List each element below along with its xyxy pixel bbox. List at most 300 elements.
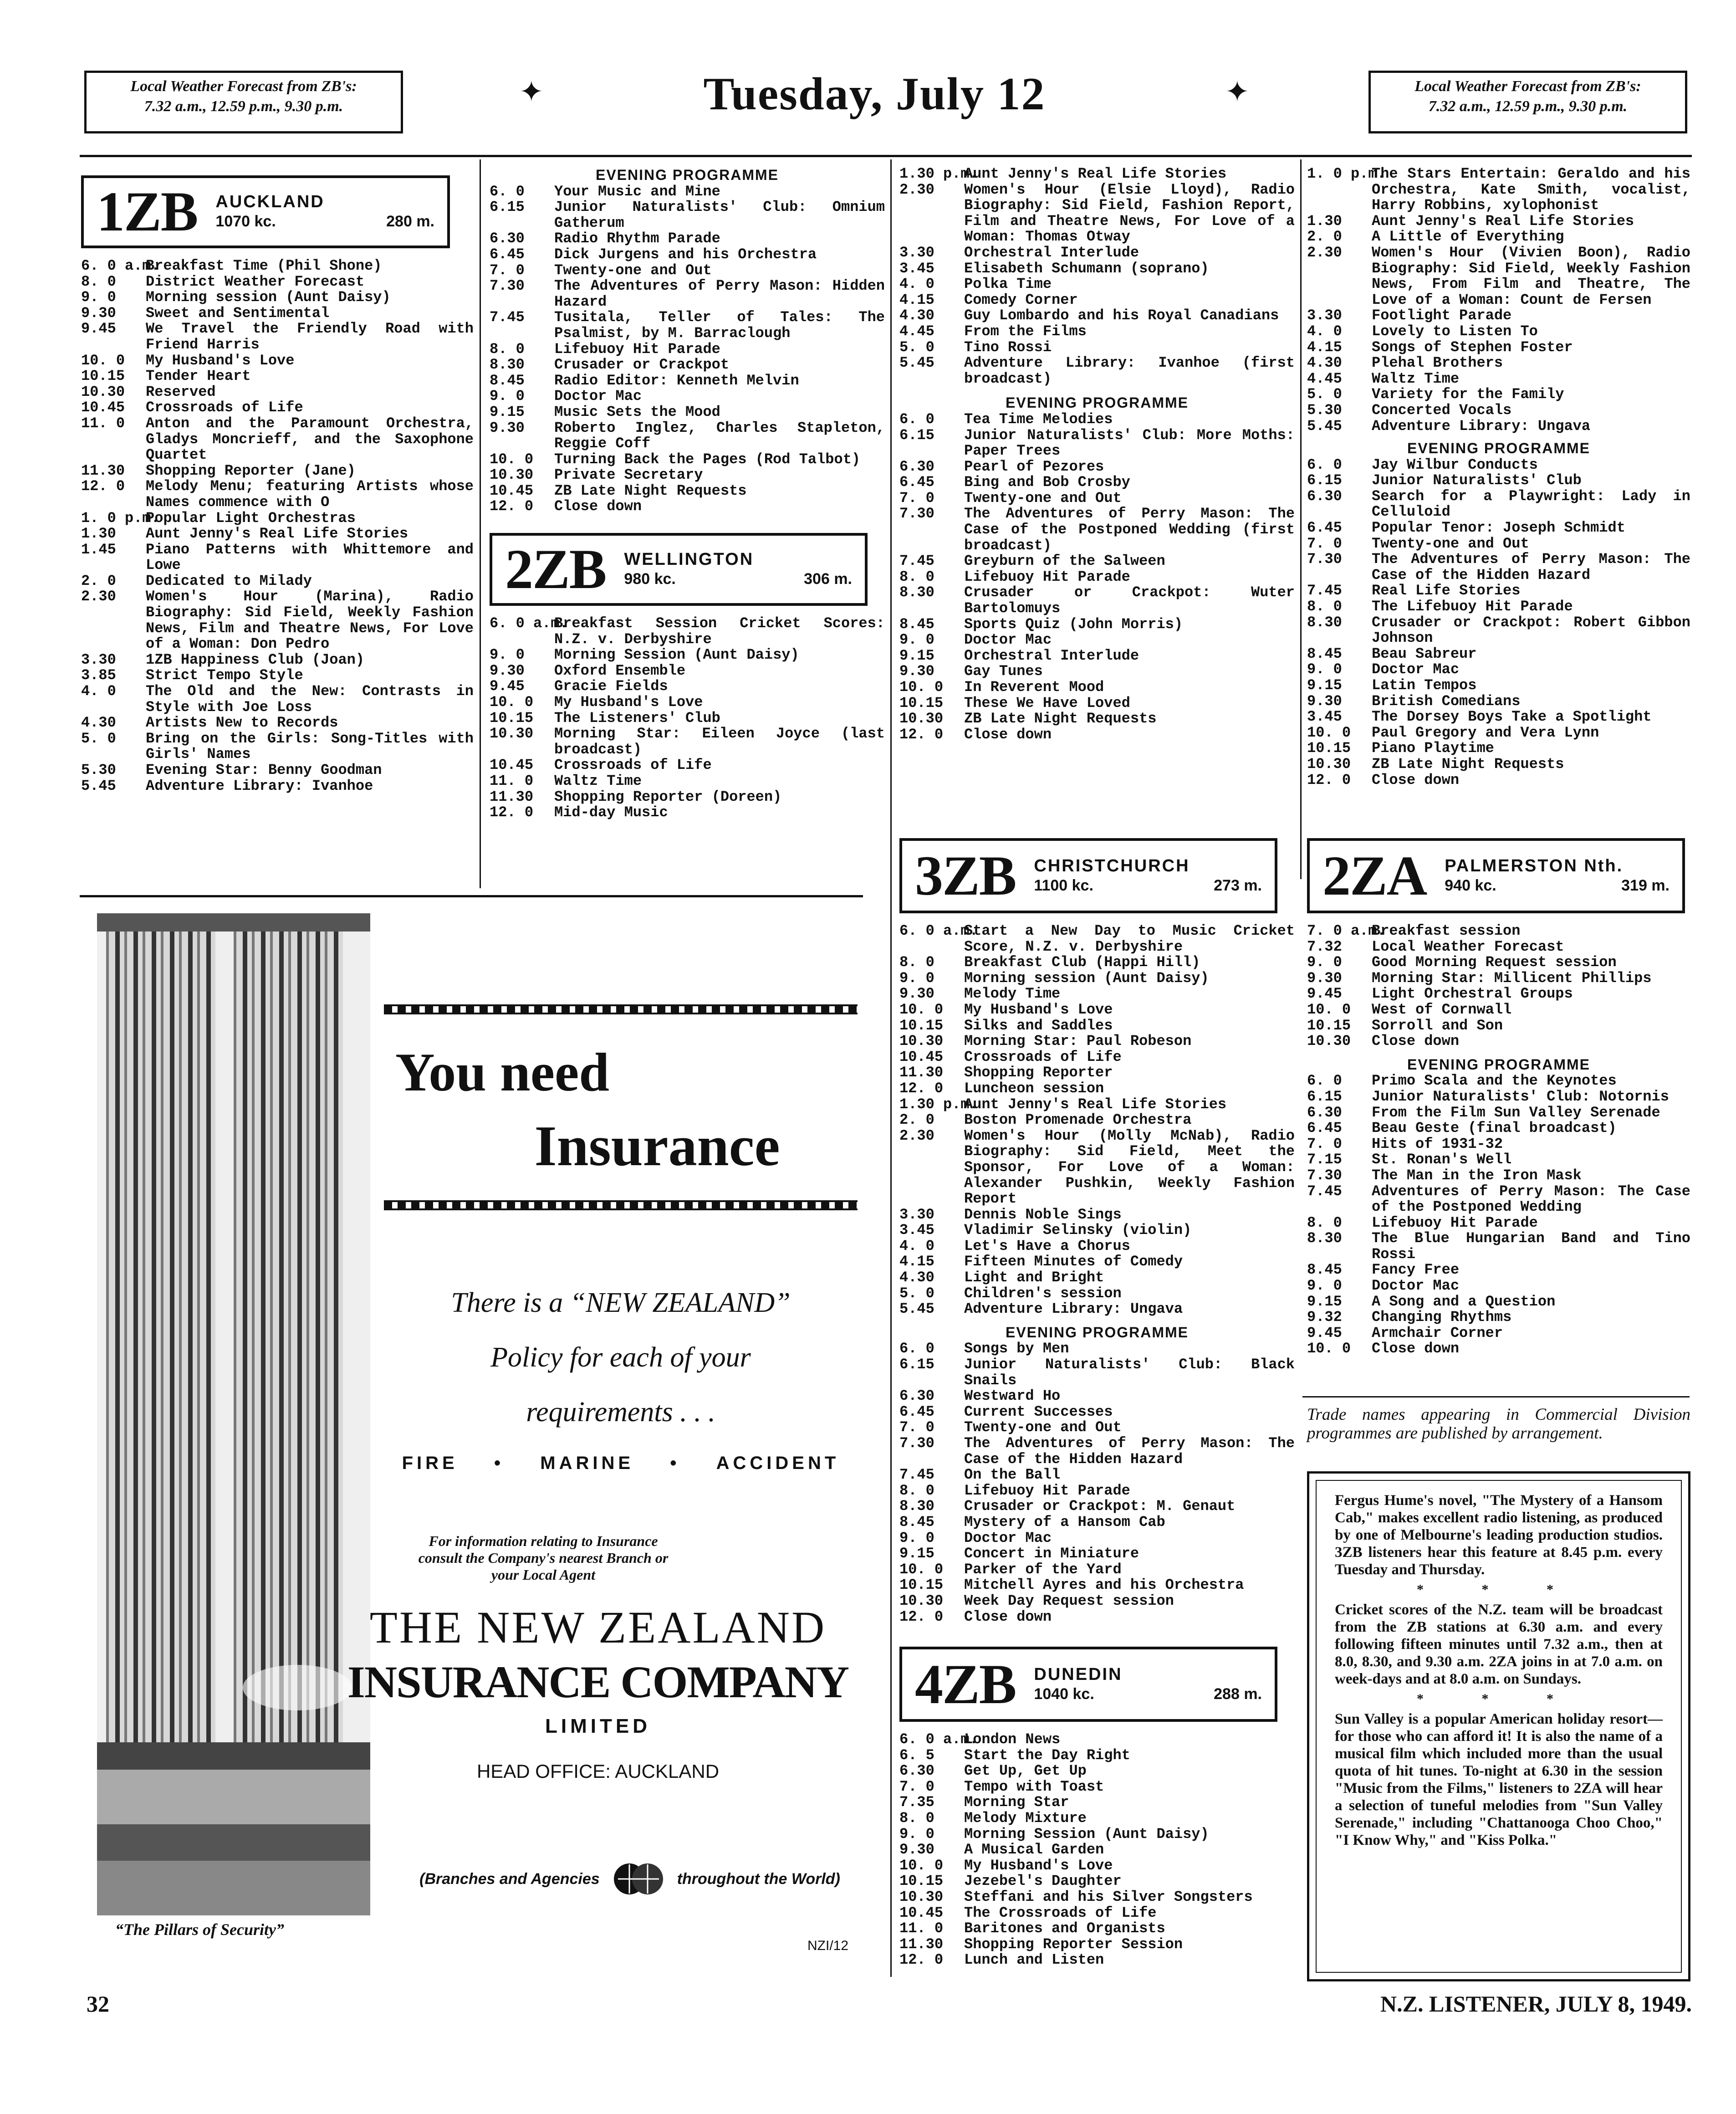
program-time: 5.30 [1307, 401, 1342, 419]
program-title: Primo Scala and the Keynotes [1372, 1072, 1617, 1090]
greek-border-bottom [384, 1200, 858, 1210]
program-row [1307, 1184, 1690, 1215]
program-time: 9.15 [490, 403, 525, 420]
company-name: THE NEW ZEALAND [369, 1602, 827, 1653]
program-row [1307, 709, 1690, 725]
program-row [81, 778, 474, 794]
diamond-star-icon: ✦ [519, 75, 544, 109]
station-kc: 1100 kc. [1034, 876, 1093, 894]
pillars-illustration [97, 913, 370, 1915]
program-title: These We Have Loved [964, 694, 1130, 711]
program-time: 11.30 [899, 1935, 944, 1953]
program-title: Beau Geste (final broadcast) [1372, 1120, 1617, 1137]
program-row [81, 353, 474, 369]
program-time: 6. 0 [1307, 456, 1342, 473]
weather-right-line2: 7.32 a.m., 12.59 p.m., 9.30 p.m. [1428, 98, 1628, 115]
program-time: 1. 0 p.m. [1307, 165, 1386, 182]
program-row [1307, 646, 1690, 662]
program-row [899, 1341, 1295, 1357]
ad-headline: Insurance [534, 1115, 780, 1178]
station-m: 288 m. [1214, 1685, 1262, 1703]
program-title: Lifebuoy Hit Parade [964, 568, 1130, 585]
program-time: 6.45 [490, 246, 525, 263]
program-time: 8.45 [899, 615, 934, 633]
program-title: Doctor Mac [1372, 661, 1460, 678]
station-box-4zb [899, 1647, 1277, 1722]
program-row [899, 428, 1295, 459]
program-row [81, 479, 474, 510]
program-row [899, 648, 1295, 664]
program-time: 12. 0 [490, 804, 534, 821]
program-row [1307, 1231, 1690, 1262]
program-time: 9. 0 [490, 646, 525, 664]
program-time: 6.15 [899, 426, 934, 444]
program-title: Pearl of Pezores [964, 458, 1104, 475]
program-title: Twenty-one and Out [554, 261, 712, 279]
column-3zb [899, 838, 1295, 1625]
program-row [899, 459, 1295, 475]
program-title: Artists New to Records [146, 714, 338, 732]
program-time: 6. 0 a.m. [490, 615, 568, 632]
program-title: Sorroll and Son [1372, 1017, 1503, 1034]
program-time: 6. 0 a.m. [899, 1731, 978, 1748]
program-title: Steffani and his Silver Songsters [964, 1888, 1253, 1905]
program-row [81, 384, 474, 400]
program-row [490, 647, 885, 663]
program-time: 5.45 [81, 777, 116, 794]
program-title: Mystery of a Hansom Cab [964, 1513, 1165, 1530]
program-row [899, 1827, 1295, 1843]
program-title: Turning Back the Pages (Rod Talbot) [554, 450, 861, 468]
program-row [81, 542, 474, 573]
program-time: 6.30 [1307, 487, 1342, 505]
program-title: In Reverent Mood [964, 679, 1104, 696]
program-time: 1.45 [81, 541, 116, 558]
program-time: 8. 0 [1307, 1214, 1342, 1231]
program-time: 9.30 [899, 985, 934, 1003]
program-time: 1.30 p.m. [899, 165, 978, 182]
program-title: The Listeners' Club [554, 709, 720, 727]
station-m: 280 m. [386, 213, 434, 230]
program-time: 6.45 [899, 474, 934, 491]
program-row [81, 369, 474, 384]
program-title: Elisabeth Schumann (soprano) [964, 260, 1209, 277]
program-title: Current Successes [964, 1403, 1113, 1420]
program-row [1307, 1215, 1690, 1231]
program-title: Junior Naturalists' Club: Notornis [1372, 1088, 1669, 1105]
program-list [490, 184, 885, 515]
program-row [1307, 615, 1690, 646]
program-time: 3.30 [899, 1206, 934, 1223]
program-row [899, 569, 1295, 585]
program-title: Aunt Jenny's Real Life Stories [964, 165, 1227, 182]
program-title: Hits of 1931-32 [1372, 1135, 1503, 1152]
program-title: Light and Bright [964, 1269, 1104, 1286]
program-title: Twenty-one and Out [964, 489, 1122, 507]
program-time: 10.45 [899, 1048, 944, 1065]
program-time: 6.30 [899, 458, 934, 475]
program-title: Sweet and Sentimental [146, 304, 330, 322]
program-title: Vladimir Selinsky (violin) [964, 1222, 1192, 1239]
program-row [1307, 419, 1690, 435]
program-time: 9.15 [899, 1545, 934, 1562]
program-title: Greyburn of the Salween [964, 553, 1165, 570]
program-time: 7. 0 [899, 1419, 934, 1436]
program-row [899, 1763, 1295, 1779]
program-row [1307, 599, 1690, 615]
station-box-1zb [81, 175, 450, 248]
program-row [899, 1301, 1295, 1317]
program-time: 4. 0 [81, 683, 116, 700]
station-m: 273 m. [1214, 876, 1262, 894]
program-row [899, 1858, 1295, 1874]
program-row [899, 955, 1295, 971]
program-time: 10.30 [1307, 1033, 1351, 1050]
program-row [490, 483, 885, 499]
program-title: Tender Heart [146, 368, 251, 385]
program-row [81, 511, 474, 527]
program-time: 3.45 [899, 260, 934, 277]
weather-left-line2: 7.32 a.m., 12.59 p.m., 9.30 p.m. [144, 98, 343, 115]
program-title: Adventure Library: Ungava [964, 1300, 1183, 1318]
program-time: 5. 0 [899, 338, 934, 356]
program-title: Women's Hour (Elsie Lloyd), Radio Biography: Sid Field, Fashion Report, Film and Theatre News, For Love of a Woman: Thomas Otway [964, 181, 1295, 246]
program-row [899, 680, 1295, 696]
program-time: 1. 0 p.m. [81, 509, 160, 527]
program-time: 5.30 [81, 762, 116, 778]
program-time: 8.30 [899, 584, 934, 601]
program-time: 10.45 [490, 757, 534, 774]
program-time: 6. 0 [1307, 1072, 1342, 1090]
program-title: Breakfast Session Cricket Scores: N.Z. v. Derbyshire [554, 615, 885, 648]
program-time: 12. 0 [899, 726, 944, 743]
program-row [1307, 340, 1690, 356]
program-time: 6. 0 [490, 183, 525, 200]
program-title: Aunt Jenny's Real Life Stories [964, 1095, 1227, 1113]
program-time: 8.45 [490, 372, 525, 389]
program-row [1307, 552, 1690, 583]
evening-heading: EVENING PROGRAMME [1407, 1056, 1591, 1073]
program-title: A Song and a Question [1372, 1293, 1556, 1310]
station-call: 2ZA [1322, 844, 1427, 907]
program-row [490, 404, 885, 420]
program-row [81, 321, 474, 353]
program-time: 3.45 [899, 1222, 934, 1239]
program-time: 4.30 [899, 307, 934, 324]
program-row [899, 664, 1295, 680]
program-time: 6.15 [899, 1356, 934, 1373]
program-row [81, 668, 474, 684]
program-time: 12. 0 [899, 1951, 944, 1969]
program-row [490, 726, 885, 758]
program-list [899, 166, 1295, 387]
program-row [899, 585, 1295, 616]
feature-separator: * * * [1417, 1691, 1581, 1706]
branches-right: throughout the World) [677, 1870, 840, 1888]
program-title: Luncheon session [964, 1080, 1104, 1097]
program-title: Music Sets the Mood [554, 403, 720, 420]
program-time: 10. 0 [490, 450, 534, 468]
program-title: Close down [964, 726, 1052, 743]
insurance-types: FIRE • MARINE • ACCIDENT [402, 1453, 840, 1473]
program-row [899, 245, 1295, 261]
greek-border-top [384, 1004, 858, 1014]
program-title: Melody Time [964, 985, 1061, 1003]
program-row [490, 711, 885, 727]
program-title: The Stars Entertain: Geraldo and his Orchestra, Kate Smith, vocalist, Harry Robbins, xylophonist [1372, 165, 1690, 214]
program-time: 7.45 [1307, 582, 1342, 599]
program-time: 10.30 [899, 1888, 944, 1905]
program-time: 6.45 [1307, 519, 1342, 537]
program-row [490, 184, 885, 200]
program-title: My Husband's Love [554, 694, 703, 711]
program-row [1307, 308, 1690, 324]
program-list [1307, 1073, 1690, 1357]
program-row [490, 389, 885, 404]
program-row [81, 306, 474, 322]
program-time: 2. 0 [81, 572, 116, 589]
program-title: Latin Tempos [1372, 677, 1477, 694]
program-row [899, 276, 1295, 292]
program-row [899, 1842, 1295, 1858]
branches-line [388, 1861, 871, 1897]
program-row [1307, 457, 1690, 473]
program-row [1307, 536, 1690, 552]
program-time: 2. 0 [1307, 228, 1342, 246]
program-title: Concert in Miniature [964, 1545, 1139, 1562]
program-row [490, 263, 885, 279]
program-title: Junior Naturalists' Club: Omnium Gatherum [554, 199, 885, 231]
program-time: 8. 0 [899, 1482, 934, 1499]
program-row [490, 357, 885, 373]
program-title: Armchair Corner [1372, 1324, 1503, 1341]
insurance-type: ACCIDENT [716, 1453, 840, 1473]
program-time: 9.30 [899, 1841, 934, 1858]
program-title: My Husband's Love [964, 1857, 1113, 1874]
program-row [1307, 371, 1690, 387]
program-time: 9. 0 [899, 969, 934, 987]
program-row [899, 971, 1295, 987]
station-box-2za [1307, 838, 1685, 913]
program-row [1307, 757, 1690, 773]
station-kc: 1040 kc. [1034, 1685, 1094, 1703]
program-title: Junior Naturalists' Club [1372, 472, 1582, 489]
program-time: 7.45 [899, 1466, 934, 1484]
program-row [899, 1002, 1295, 1018]
program-row [899, 1546, 1295, 1562]
program-row [1307, 1136, 1690, 1152]
program-row [899, 355, 1295, 387]
program-time: 12. 0 [899, 1608, 944, 1625]
program-title: Doctor Mac [964, 631, 1052, 649]
program-row [1307, 1262, 1690, 1278]
program-time: 10.30 [490, 466, 534, 484]
program-time: 10. 0 [899, 1561, 944, 1578]
program-title: Mitchell Ayres and his Orchestra [964, 1577, 1244, 1594]
insurance-type: MARINE [540, 1453, 634, 1473]
feature-paragraph: Fergus Hume's novel, "The Mystery of a Hansom Cab," makes excellent radio listening, as produced by one of Melbourne's leading production studios. 3ZB listeners hear this feature at 8.45 p.m. every Tuesday and Thursday. [1335, 1492, 1663, 1578]
header-rule [80, 155, 1692, 157]
program-row [899, 308, 1295, 324]
program-time: 5.45 [899, 1300, 934, 1318]
weather-box-right [1368, 71, 1687, 133]
program-title: Waltz Time [554, 773, 642, 789]
program-title: My Husband's Love [964, 1001, 1113, 1018]
program-row [490, 247, 885, 263]
program-time: 7. 0 a.m. [1307, 922, 1386, 939]
program-row [1307, 773, 1690, 788]
program-time: 10. 0 [899, 1001, 944, 1018]
program-title: My Husband's Love [146, 352, 295, 369]
program-title: Crusader or Crackpot: Robert Gibbon Johnson [1372, 614, 1690, 647]
program-row [1307, 1326, 1690, 1341]
program-title: Doctor Mac [554, 388, 642, 405]
program-row [899, 1436, 1295, 1467]
program-time: 4.45 [899, 322, 934, 340]
program-row [1307, 324, 1690, 340]
program-title: Bing and Bob Crosby [964, 474, 1130, 491]
program-row [899, 986, 1295, 1002]
program-time: 1.30 p.m. [899, 1095, 978, 1113]
page-number: 32 [87, 1991, 109, 2017]
program-time: 6.15 [490, 199, 525, 216]
program-row [899, 1732, 1295, 1748]
program-row [899, 923, 1295, 955]
program-time: 9. 0 [899, 1825, 934, 1843]
program-title: Close down [964, 1608, 1052, 1625]
program-row [1307, 245, 1690, 308]
program-row [899, 1937, 1295, 1953]
program-title: St. Ronan's Well [1372, 1151, 1512, 1168]
program-title: Jezebel's Daughter [964, 1873, 1122, 1890]
program-row [1307, 1018, 1690, 1034]
page-title: Tuesday, July 12 [703, 68, 1046, 120]
program-row [81, 290, 474, 306]
program-list [1307, 457, 1690, 788]
program-time: 10.45 [490, 482, 534, 499]
program-title: Women's Hour (Vivien Boon), Radio Biography: Sid Field, Weekly Fashion News, From Film and Theatre, The Love of a Woman: Count de Fersen [1372, 244, 1690, 308]
program-time: 8. 0 [899, 568, 934, 585]
program-row [1307, 1310, 1690, 1326]
program-row [899, 727, 1295, 743]
program-time: 3.85 [81, 667, 116, 684]
program-time: 4. 0 [899, 1237, 934, 1254]
program-title: Waltz Time [1372, 370, 1460, 387]
column-4zb [899, 1647, 1295, 1968]
program-time: 12. 0 [490, 498, 534, 515]
program-time: 9. 0 [1307, 661, 1342, 678]
program-time: 7.30 [1307, 551, 1342, 568]
program-row [899, 1779, 1295, 1795]
program-title: Songs by Men [964, 1340, 1069, 1357]
program-title: West of Cornwall [1372, 1001, 1512, 1018]
program-time: 10.45 [81, 399, 125, 416]
program-time: 10. 0 [1307, 724, 1351, 741]
program-row [1307, 694, 1690, 710]
program-title: Adventure Library: Ivanhoe [146, 777, 373, 794]
program-row [899, 1921, 1295, 1937]
program-row [490, 789, 885, 805]
program-title: We Travel the Friendly Road with Friend Harris [146, 320, 474, 353]
program-row [899, 1562, 1295, 1578]
program-title: Children's session [964, 1285, 1122, 1302]
program-title: Jay Wilbur Conducts [1372, 456, 1538, 473]
program-time: 12. 0 [81, 478, 125, 495]
program-time: 10.15 [899, 1873, 944, 1890]
program-title: Fifteen Minutes of Comedy [964, 1253, 1183, 1270]
program-row [1307, 725, 1690, 741]
program-time: 10.30 [490, 725, 534, 742]
program-title: A Little of Everything [1372, 228, 1564, 246]
company-limited: LIMITED [545, 1715, 651, 1737]
program-title: Close down [1372, 771, 1460, 788]
program-title: Anton and the Paramount Orchestra, Gladys Moncrieff, and the Saxophone Quartet [146, 415, 474, 464]
feature-box [1307, 1471, 1690, 1981]
program-title: District Weather Forecast [146, 273, 365, 290]
program-title: Popular Light Orchestras [146, 509, 356, 527]
program-row [1307, 939, 1690, 955]
program-title: From the Film Sun Valley Serenade [1372, 1104, 1660, 1121]
column-divider [480, 159, 481, 888]
ad-line: There is a “NEW ZEALAND” [451, 1287, 791, 1318]
program-time: 12. 0 [1307, 771, 1351, 788]
program-row [490, 200, 885, 231]
program-time: 4.15 [899, 1253, 934, 1270]
station-call: 2ZB [505, 538, 606, 601]
program-time: 7.30 [899, 1435, 934, 1452]
program-time: 4.45 [1307, 370, 1342, 387]
program-time: 7.45 [1307, 1182, 1342, 1200]
program-title: Morning Star: Millicent Phillips [1372, 969, 1652, 987]
program-row [490, 758, 885, 773]
program-time: 10. 0 [490, 694, 534, 711]
program-title: Tea Time Melodies [964, 410, 1113, 428]
station-city: AUCKLAND [215, 192, 325, 212]
program-title: Start the Day Right [964, 1746, 1130, 1764]
program-time: 6.15 [1307, 472, 1342, 489]
program-title: Morning Star: Paul Robeson [964, 1033, 1192, 1050]
publication-line: N.Z. LISTENER, JULY 8, 1949. [1380, 1991, 1692, 2017]
program-title: Baritones and Organists [964, 1920, 1165, 1937]
program-time: 10. 0 [81, 352, 125, 369]
program-row [899, 1873, 1295, 1889]
program-time: 9. 0 [490, 388, 525, 405]
program-time: 9.30 [899, 663, 934, 680]
program-time: 7.45 [490, 309, 525, 326]
program-row [1307, 1294, 1690, 1310]
program-time: 8. 0 [1307, 598, 1342, 615]
insurance-type: FIRE [402, 1453, 458, 1473]
program-title: Changing Rhythms [1372, 1309, 1512, 1326]
company-name: INSURANCE COMPANY [347, 1657, 849, 1707]
program-time: 8.30 [899, 1498, 934, 1515]
program-row [899, 1049, 1295, 1065]
program-row [1307, 971, 1690, 987]
program-time: 9. 0 [899, 631, 934, 649]
program-time: 12. 0 [899, 1080, 944, 1097]
program-title: The Adventures of Perry Mason: The Case of the Hidden Hazard [1372, 551, 1690, 584]
program-title: Week Day Request session [964, 1592, 1174, 1609]
program-time: 5. 0 [899, 1285, 934, 1302]
program-time: 11.30 [490, 788, 534, 805]
program-row [1307, 1168, 1690, 1184]
feature-separator: * * * [1417, 1582, 1581, 1597]
program-time: 9. 0 [1307, 1277, 1342, 1295]
program-row [490, 616, 885, 647]
program-title: Get Up, Get Up [964, 1762, 1087, 1780]
program-row [490, 342, 885, 358]
program-title: On the Ball [964, 1466, 1061, 1484]
